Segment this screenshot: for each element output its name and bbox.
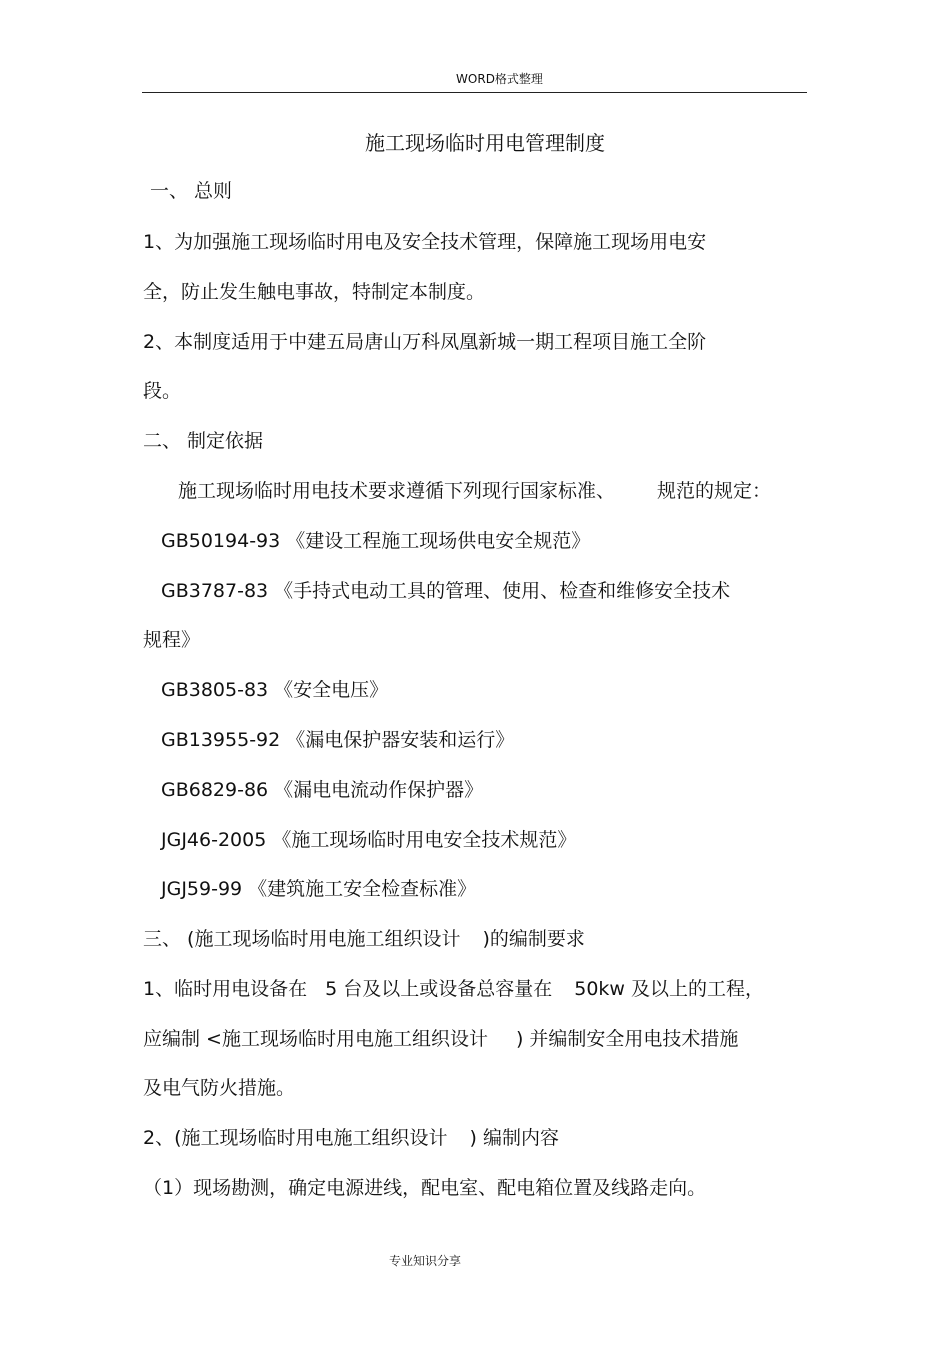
standard-item-cont: 规程》 [143,629,201,651]
heading-text: 三、 (施工现场临时用电施工组织设计 [143,928,461,950]
standard-item: JGJ59-99 《建筑施工安全检查标准》 [161,878,477,900]
intro-text: 施工现场临时用电技术要求遵循下列现行国家标准、 [178,480,616,502]
paragraph-line [143,976,764,1002]
header-text: WORD格式整理 [456,72,543,86]
heading-text-cont: )的编制要求 [482,928,585,950]
standard-item: GB6829-86 《漏电电流动作保护器》 [161,779,484,801]
page-header [142,68,807,93]
standard-item: GB50194-93 《建设工程施工现场供电安全规范》 [161,530,591,552]
page-footer: 专业知识分享 [388,1254,461,1268]
paragraph-line: 段。 [143,380,182,402]
standard-item: JGJ46-2005 《施工现场临时用电安全技术规范》 [161,829,577,851]
paragraph-line: 2、本制度适用于中建五局唐山万科凤凰新城一期工程项目施工全阶 [143,331,707,353]
paragraph-line: 1、为加强施工现场临时用电及安全技术管理，保障施工现场用电安 [143,231,707,253]
paragraph-line [143,1125,559,1151]
section-heading-general: 一、 总则 [150,180,233,202]
text-run: 应编制 <施工现场临时用电施工组织设计 [143,1028,488,1050]
document-title: 施工现场临时用电管理制度 [365,131,605,155]
intro-text-cont: 规范的规定： [657,480,772,502]
text-run: ) 并编制安全用电技术措施 [515,1028,739,1050]
paragraph-line: 全，防止发生触电事故，特制定本制度。 [143,281,486,303]
text-run: ) 编制内容 [469,1127,559,1149]
section-heading-requirements [143,926,585,952]
paragraph-line [178,478,771,504]
section-heading-basis: 二、 制定依据 [143,430,264,452]
text-run: 2、(施工现场临时用电施工组织设计 [143,1127,448,1149]
list-item: （1）现场勘测，确定电源进线，配电室、配电箱位置及线路走向。 [143,1177,707,1199]
text-run: 5 台及以上或设备总容量在 [325,978,553,1000]
standard-item: GB3805-83 《安全电压》 [161,679,389,701]
text-run: 1、临时用电设备在 [143,978,308,1000]
text-run: 50kw 及以上的工程， [574,978,764,1000]
paragraph-line: 及电气防火措施。 [143,1077,296,1099]
standard-item: GB13955-92 《漏电保护器安装和运行》 [161,729,515,751]
paragraph-line [143,1026,738,1052]
standard-item: GB3787-83 《手持式电动工具的管理、使用、检查和维修安全技术 [161,580,731,602]
